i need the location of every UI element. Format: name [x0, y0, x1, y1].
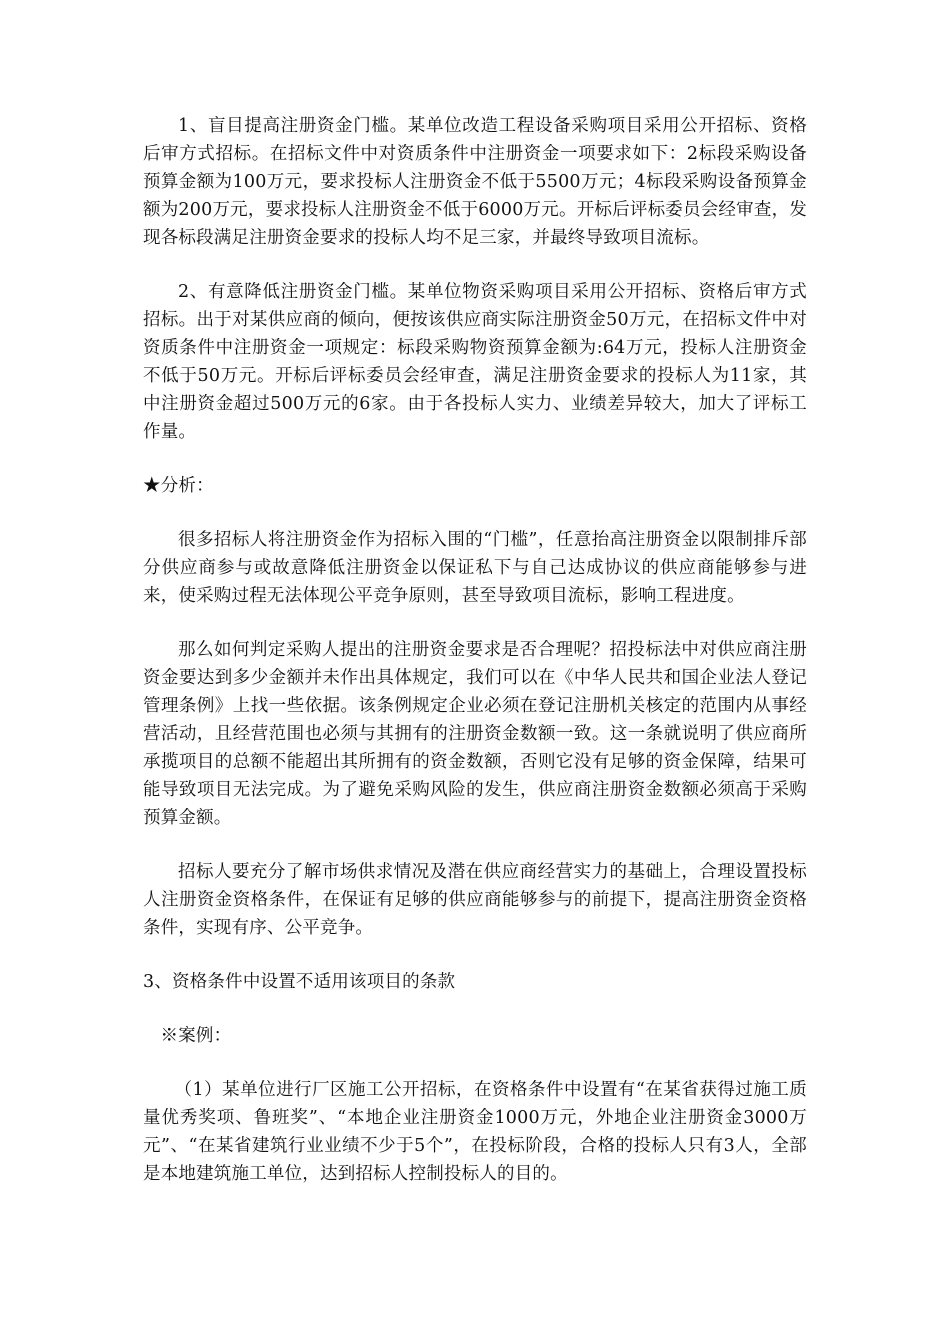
- paragraph-analysis-2: 那么如何判定采购人提出的注册资金要求是否合理呢？招投标法中对供应商注册资金要达到多少金额并未作出具体规定，我们可以在《中华人民共和国企业法人登记管理条例》上找一些依据。该条例规定企业必须在登记注册机关核定的范围内从事经营活动，且经营范围也必须与其拥有的注册资金数额一致。这一条就说明了供应商所承揽项目的总额不能超出其所拥有的资金数额，否则它没有足够的资金保障，结果可能导致项目无法完成。为了避免采购风险的发生，供应商注册资金数额必须高于采购预算金额。: [143, 640, 807, 828]
- section-heading-3: 3、资格条件中设置不适用该项目的条款: [143, 972, 456, 992]
- paragraph-case-3-1: （1）某单位进行厂区施工公开招标，在资格条件中设置有“在某省获得过施工质量优秀奖项、鲁班奖”、“本地企业注册资金1000万元，外地企业注册资金3000万元”、“在某省建筑行业业绩不少于5个”，在投标阶段，合格的投标人只有3人，全部是本地建筑施工单位，达到招标人控制投标人的目的。: [143, 1080, 807, 1184]
- analysis-heading: ★分析：: [143, 476, 214, 496]
- paragraph-case-2: 2、有意降低注册资金门槛。某单位物资采购项目采用公开招标、资格后审方式招标。出于对某供应商的倾向，便按该供应商实际注册资金50万元，在招标文件中对资质条件中注册资金一项规定：标段采购物资预算金额为:64万元，投标人注册资金不低于50万元。开标后评标委员会经审查，满足注册资金要求的投标人为11家，其中注册资金超过500万元的6家。由于各投标人实力、业绩差异较大，加大了评标工作量。: [143, 282, 807, 442]
- case-heading: ※案例：: [160, 1026, 232, 1046]
- paragraph-analysis-3: 招标人要充分了解市场供求情况及潜在供应商经营实力的基础上，合理设置投标人注册资金资格条件，在保证有足够的供应商能够参与的前提下，提高注册资金资格条件，实现有序、公平竞争。: [143, 862, 807, 938]
- paragraph-case-1: 1、盲目提高注册资金门槛。某单位改造工程设备采购项目采用公开招标、资格后审方式招标。在招标文件中对资质条件中注册资金一项要求如下：2标段采购设备预算金额为100万元，要求投标人注册资金不低于5500万元；4标段采购设备预算金额为200万元，要求投标人注册资金不低于6000万元。开标后评标委员会经审查，发现各标段满足注册资金要求的投标人均不足三家，并最终导致项目流标。: [143, 116, 807, 248]
- document-body: [143, 112, 807, 1214]
- paragraph-analysis-1: 很多招标人将注册资金作为招标入围的“门槛”，任意抬高注册资金以限制排斥部分供应商参与或故意降低注册资金以保证私下与自己达成协议的供应商能够参与进来，使采购过程无法体现公平竞争原则，甚至导致项目流标，影响工程进度。: [143, 530, 807, 606]
